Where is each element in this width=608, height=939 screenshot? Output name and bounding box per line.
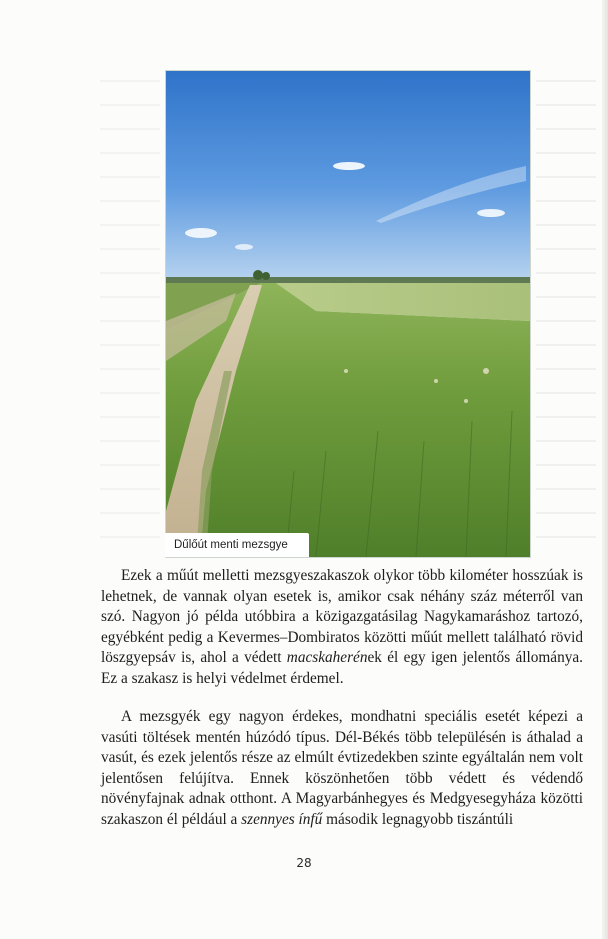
body-paragraph-2	[101, 707, 583, 831]
field-photo	[165, 70, 531, 558]
photo-caption: Dűlőút menti mezsgye	[165, 533, 309, 557]
bleed-through-left	[100, 80, 160, 540]
species-name-italic-1: macskaherén	[286, 649, 368, 667]
bleed-through-right	[536, 80, 596, 560]
paragraph-1-part-1: Ezek a műút melletti mezsgyeszakaszok olykor több kilométer hosszúak is lehetnek, de vannak olyan esetek is, amikor csak néhány száz méterről van szó. Nagyon jó példa utóbbira a közigazgatásilag Nagykamaráshoz tartozó, egyébként pedig a Kevermes–Dombiratos közötti műút mellett található rövid löszgyepsáv is, ahol a védett	[101, 567, 583, 667]
page-number: 28	[296, 856, 312, 870]
paragraph-2-part-3: második legnagyobb tiszántúli	[322, 810, 514, 828]
page-edge	[602, 0, 608, 939]
paragraph-2-part-1: A mezsgyék egy nagyon érdekes, mondhatni speciális esetét képezi a vasúti töltések mentén húzódó típus. Dél-Békés több településén is áthalad a vasút, és ezek jelentős része az elmúlt évtizedekben szinte egyáltalán nem volt jelentősen felújítva. Ennek köszönhetően több védett és védendő növényfajnak adnak otthont. A Magyarbánhegyes és Medgyesegyháza közötti szakaszon él például a	[101, 708, 583, 828]
body-paragraph-1	[101, 566, 583, 690]
paragraph-1-part-3: ek él egy igen jelentős állománya. Ez a szakasz is helyi védelmet érdemel.	[101, 649, 583, 687]
species-name-italic-2: szennyes ínfű	[241, 810, 323, 828]
